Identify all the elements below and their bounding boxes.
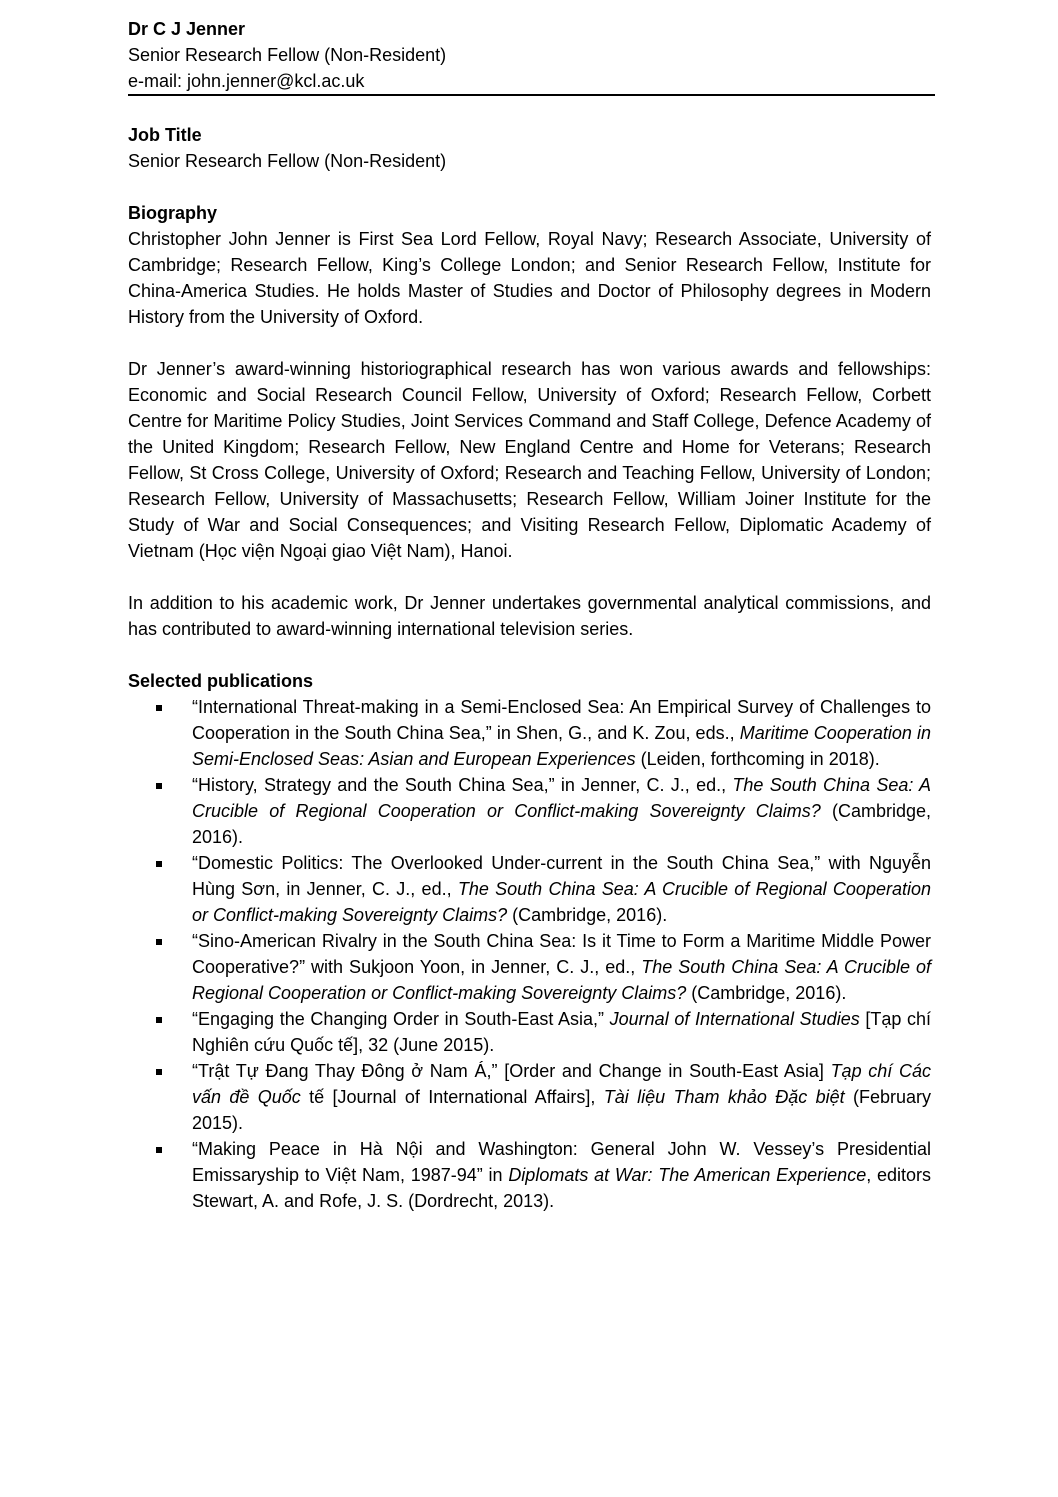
job-title-heading: Job Title <box>128 125 202 145</box>
biography-paragraph: Dr Jenner’s award-winning historiographical research has won various awards and fellowships: Economic and Social Research Council Fellow, University of Oxford; Research Fellow, Corbett Centre for Maritime Policy Studies, Joint Services Command and Staff College, Defence Academy of the United Kingdom; Research Fellow, New England Centre and Home for Veterans; Research Fellow, St Cross College, University of Oxford; Research and Teaching Fellow, University of London; Research Fellow, University of Massachusetts; Research Fellow, William Joiner Institute for the Study of War and Social Consequences; and Visiting Research Fellow, Diplomatic Academy of Vietnam (Học viện Ngoại giao Việt Nam), Hanoi. <box>128 359 931 561</box>
publication-text: “International Threat-making in a Semi-Enclosed Sea: An Empirical Survey of Challenges to Cooperation in the South China Sea,” in Shen, G., and K. Zou, eds., <box>192 697 931 743</box>
publication-text: (February 2015). <box>192 1087 931 1133</box>
document-page <box>128 16 931 1214</box>
bullet-icon <box>156 1147 162 1153</box>
publication-text: , editors Stewart, A. and Rofe, J. S. (Dordrecht, 2013). <box>192 1165 931 1211</box>
bullet-icon <box>156 861 162 867</box>
publication-item <box>128 1058 931 1136</box>
author-email: e-mail: john.jenner@kcl.ac.uk <box>128 71 365 91</box>
publication-item <box>128 772 931 850</box>
author-position: Senior Research Fellow (Non-Resident) <box>128 45 447 65</box>
publication-text: (Cambridge, 2016). <box>507 905 668 925</box>
publication-text: “Domestic Politics: The Overlooked Under-current in the South China Sea,” with Nguyễn Hùng Sơn, in Jenner, C. J., ed., <box>192 853 931 899</box>
job-title-value: Senior Research Fellow (Non-Resident) <box>128 151 447 171</box>
bullet-icon <box>156 1069 162 1075</box>
bullet-icon <box>156 1017 162 1023</box>
publication-italic-title: Maritime Cooperation in Semi-Enclosed Seas: Asian and European Experiences <box>192 723 931 769</box>
publication-text: (Cambridge, 2016). <box>192 801 931 847</box>
bullet-icon <box>156 783 162 789</box>
biography-paragraph: Christopher John Jenner is First Sea Lord Fellow, Royal Navy; Research Associate, University of Cambridge; Research Fellow, King’s College London; and Senior Research Fellow, Institute for China-America Studies. He holds Master of Studies and Doctor of Philosophy degrees in Modern History from the University of Oxford. <box>128 229 931 327</box>
publication-italic-title: The South China Sea: A Crucible of Regional Cooperation or Conflict-making Sovereignty Claims? <box>192 879 931 925</box>
publication-italic-title: The South China Sea: A Crucible of Regional Cooperation or Conflict-making Sovereignty Claims? <box>192 957 932 1003</box>
publication-item <box>128 1136 931 1214</box>
publication-italic-title: Tạp chí Các vấn đề Quốc <box>192 1061 931 1107</box>
publication-italic-title: The South China Sea: A Crucible of Regional Cooperation or Conflict-making Sovereignty Claims? <box>192 775 931 821</box>
publication-text: (Leiden, forthcoming in 2018). <box>635 749 880 769</box>
publication-italic-title: Journal of International Studies <box>609 1009 860 1029</box>
publication-item <box>128 850 931 928</box>
biography-paragraph: In addition to his academic work, Dr Jenner undertakes governmental analytical commissions, and has contributed to award-winning international television series. <box>128 593 931 639</box>
publications-heading: Selected publications <box>128 671 314 691</box>
publication-text: tế [Journal of International Affairs], <box>300 1087 604 1107</box>
publications-list <box>128 694 931 1214</box>
biography-heading: Biography <box>128 203 218 223</box>
publication-text: (Cambridge, 2016). <box>686 983 847 1003</box>
publication-italic-title: Tài liệu Tham khảo Đặc biệt <box>603 1087 845 1107</box>
publication-text: “Trật Tự Đang Thay Đông ở Nam Á,” [Order and Change in South-East Asia] <box>192 1061 831 1081</box>
bullet-icon <box>156 939 162 945</box>
publication-text: “History, Strategy and the South China Sea,” in Jenner, C. J., ed., <box>192 775 733 795</box>
publication-item <box>128 694 931 772</box>
publication-item <box>128 928 931 1006</box>
bullet-icon <box>156 705 162 711</box>
publication-text: “Sino-American Rivalry in the South China Sea: Is it Time to Form a Maritime Middle Power Cooperative?” with Sukjoon Yoon, in Jenner, C. J., ed., <box>192 931 931 977</box>
publication-item <box>128 1006 931 1058</box>
publication-italic-title: Diplomats at War: The American Experience <box>508 1165 867 1185</box>
publication-text: “Engaging the Changing Order in South-East Asia,” <box>192 1009 610 1029</box>
publication-text: “Making Peace in Hà Nội and Washington: General John W. Vessey’s Presidential Emissaryship to Việt Nam, 1987-94” in <box>192 1139 931 1185</box>
author-name: Dr C J Jenner <box>128 19 246 39</box>
publication-text: [Tạp chí Nghiên cứu Quốc tế], 32 (June 2015). <box>192 1009 931 1055</box>
